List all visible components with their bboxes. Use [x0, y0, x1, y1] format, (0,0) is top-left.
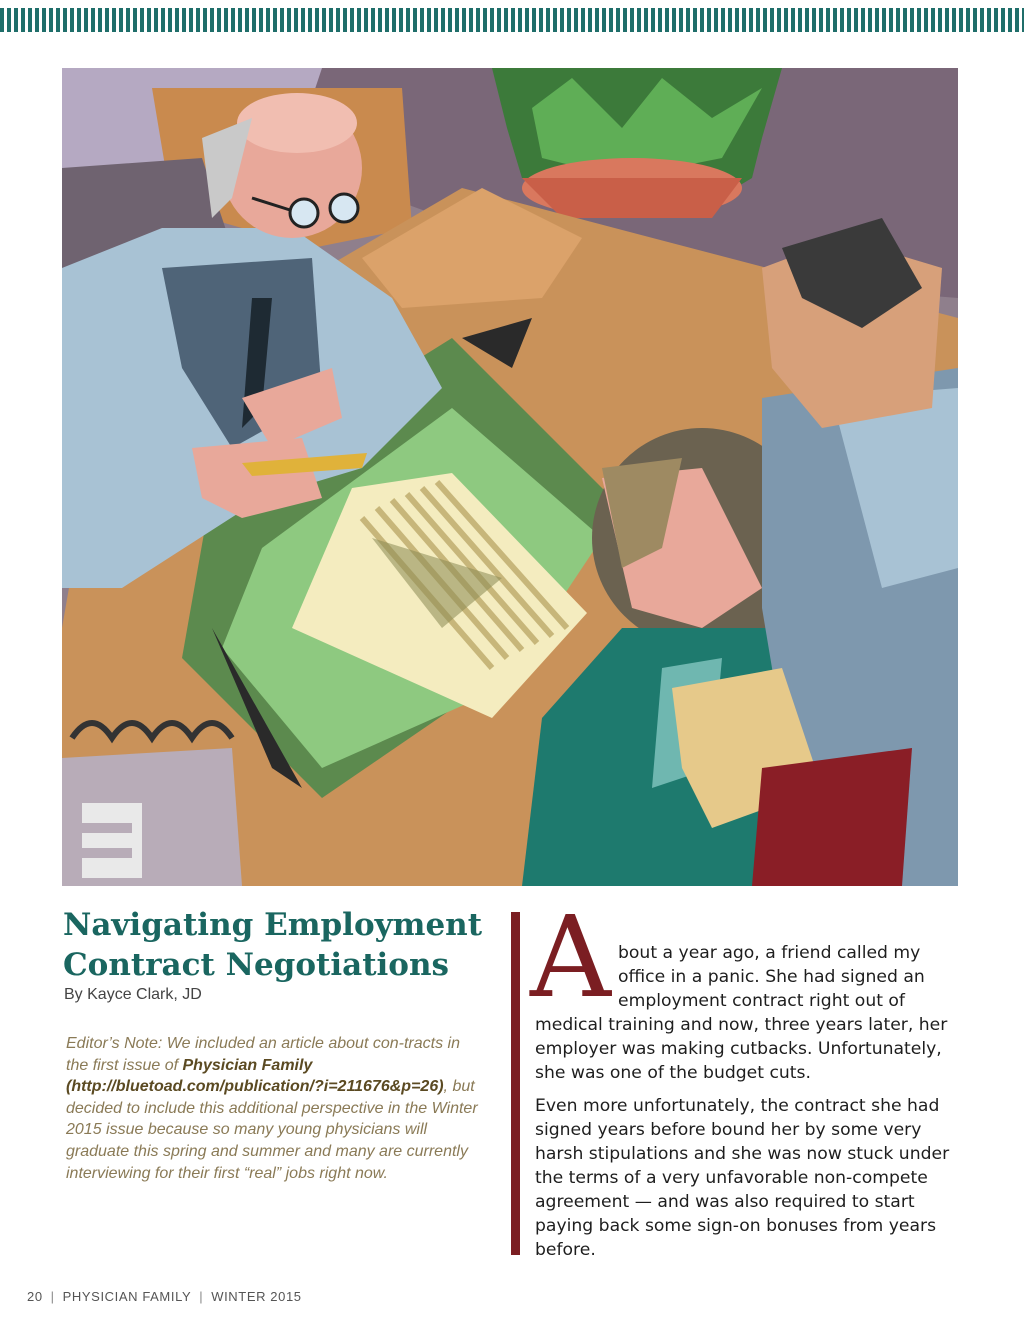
page-footer — [27, 1289, 302, 1304]
body-para1-line: bout a year ago, a friend called my — [618, 943, 921, 963]
body-para1-line: medical training and now, three years later, her — [535, 1015, 948, 1035]
title-line-2: Contract Negotiations — [63, 947, 449, 983]
body-para1-line: employer was making cutbacks. Unfortunately, — [535, 1039, 942, 1059]
editor-note-link[interactable]: Physician Family (http://bluetoad.com/publication/?i=211676&p=26) — [66, 1056, 444, 1096]
page-number: 20 — [27, 1289, 43, 1304]
body-para2-line: the terms of a very unfavorable non-compete — [535, 1168, 928, 1188]
article-title — [63, 905, 503, 985]
column-divider-bar — [511, 912, 520, 1255]
title-line-1: Navigating Employment — [63, 907, 483, 943]
footer-publication: PHYSICIAN FAMILY — [62, 1289, 192, 1304]
body-para2-line: harsh stipulations and she was now stuck under — [535, 1144, 950, 1164]
article-illustration — [62, 68, 958, 886]
footer-separator: | — [50, 1289, 55, 1304]
editor-note-tail: , but decided to include this additional perspective in the Winter 2015 issue because so many young physicians will graduate this spring and summer and many are currently interviewing for their first “real” jobs right now. — [66, 1078, 478, 1182]
body-para2-line: signed years before bound her by some very — [535, 1120, 922, 1140]
body-para2-line: Even more unfortunately, the contract she had — [535, 1096, 940, 1116]
top-decorative-stripe — [0, 8, 1024, 32]
body-para2-line: before. — [535, 1240, 596, 1260]
body-para2-line: paying back some sign-on bonuses from years — [535, 1216, 937, 1236]
byline: By Kayce Clark, JD — [64, 986, 202, 1003]
editor-note — [66, 1033, 486, 1184]
body-para1-line: she was one of the budget cuts. — [535, 1063, 811, 1083]
drop-cap: A — [530, 893, 611, 1023]
footer-issue: WINTER 2015 — [211, 1289, 302, 1304]
body-para1-line: office in a panic. She had signed an — [618, 967, 925, 987]
footer-separator: | — [199, 1289, 204, 1304]
body-para1-line: employment contract right out of — [618, 991, 905, 1011]
body-para2-line: agreement — and was also required to start — [535, 1192, 915, 1212]
editor-note-lead: Editor’s Note: We included an article about con-tracts in the first issue of — [66, 1035, 460, 1074]
